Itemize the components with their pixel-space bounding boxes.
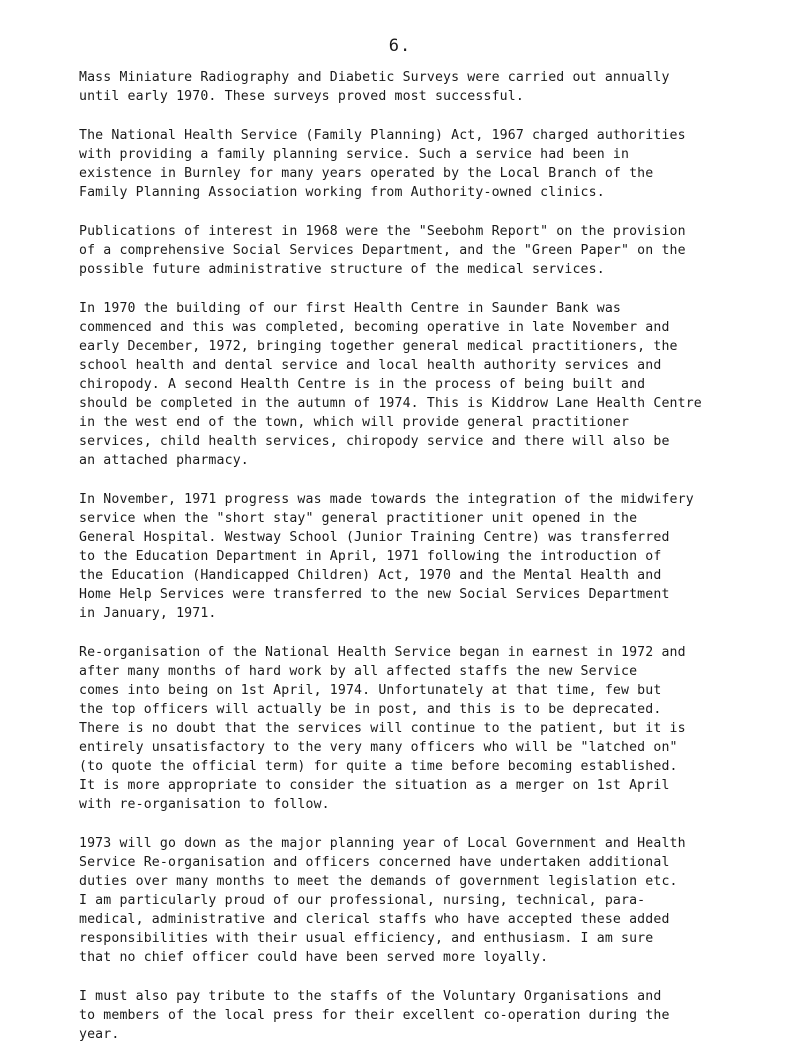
paragraph-tribute: I must also pay tribute to the staffs of the Voluntary Organisations and to members of the local press for their excellent co-operation during the year. bbox=[79, 989, 670, 1042]
page-number: 6. bbox=[388, 36, 412, 56]
paragraph-planning-year: 1973 will go down as the major planning year of Local Government and Health Service Re-organisation and officers concerned have undertaken additional duties over many months to meet the demands of government legislation etc. I am particularly proud of our professional, nursing, technical, para- medical, administrative and clerical staffs who have accepted these added responsibilities with their usual efficiency, and enthusiasm. I am sure that no chief officer could have been served more loyally. bbox=[79, 836, 686, 965]
paragraph-radiography-surveys: Mass Miniature Radiography and Diabetic Surveys were carried out annually until early 1970. These surveys proved most successful. bbox=[79, 70, 670, 104]
document-body bbox=[79, 68, 779, 1064]
paragraph-family-planning: The National Health Service (Family Planning) Act, 1967 charged authorities with providing a family planning service. Such a service had been in existence in Burnley for many years operated by the Local Branch of the Family Planning Association working from Authority-owned clinics. bbox=[79, 128, 686, 200]
paragraph-publications: Publications of interest in 1968 were the "Seebohm Report" on the provision of a comprehensive Social Services Department, and the "Green Paper" on the possible future administrative structure of the medical services. bbox=[79, 224, 686, 277]
paragraph-health-centres: In 1970 the building of our first Health Centre in Saunder Bank was commenced and this was completed, becoming operative in late November and early December, 1972, bringing together general medical practitioners, the school health and dental service and local health authority services and chiropody. A second Health Centre is in the process of being built and should be completed in the autumn of 1974. This is Kiddrow Lane Health Centre in the west end of the town, which will provide general practitioner services, child health services, chiropody service and there will also be an attached pharmacy. bbox=[79, 301, 702, 468]
paragraph-reorganisation: Re-organisation of the National Health Service began in earnest in 1972 and after many months of hard work by all affected staffs the new Service comes into being on 1st April, 1974. Unfortunately at that time, few but the top officers will actually be in post, and this is to be deprecated. There is no doubt that the services will continue to the patient, but it is entirely unsatisfactory to the very many officers who will be "latched on" (to quote the official term) for quite a time before becoming established. It is more appropriate to consider the situation as a merger on 1st April with re-organisation to follow. bbox=[79, 645, 686, 812]
paragraph-midwifery-integration: In November, 1971 progress was made towards the integration of the midwifery service when the "short stay" general practitioner unit opened in the General Hospital. Westway School (Junior Training Centre) was transferred to the Education Department in April, 1971 following the introduction of the Education (Handicapped Children) Act, 1970 and the Mental Health and Home Help Services were transferred to the new Social Services Department in January, 1971. bbox=[79, 492, 694, 621]
